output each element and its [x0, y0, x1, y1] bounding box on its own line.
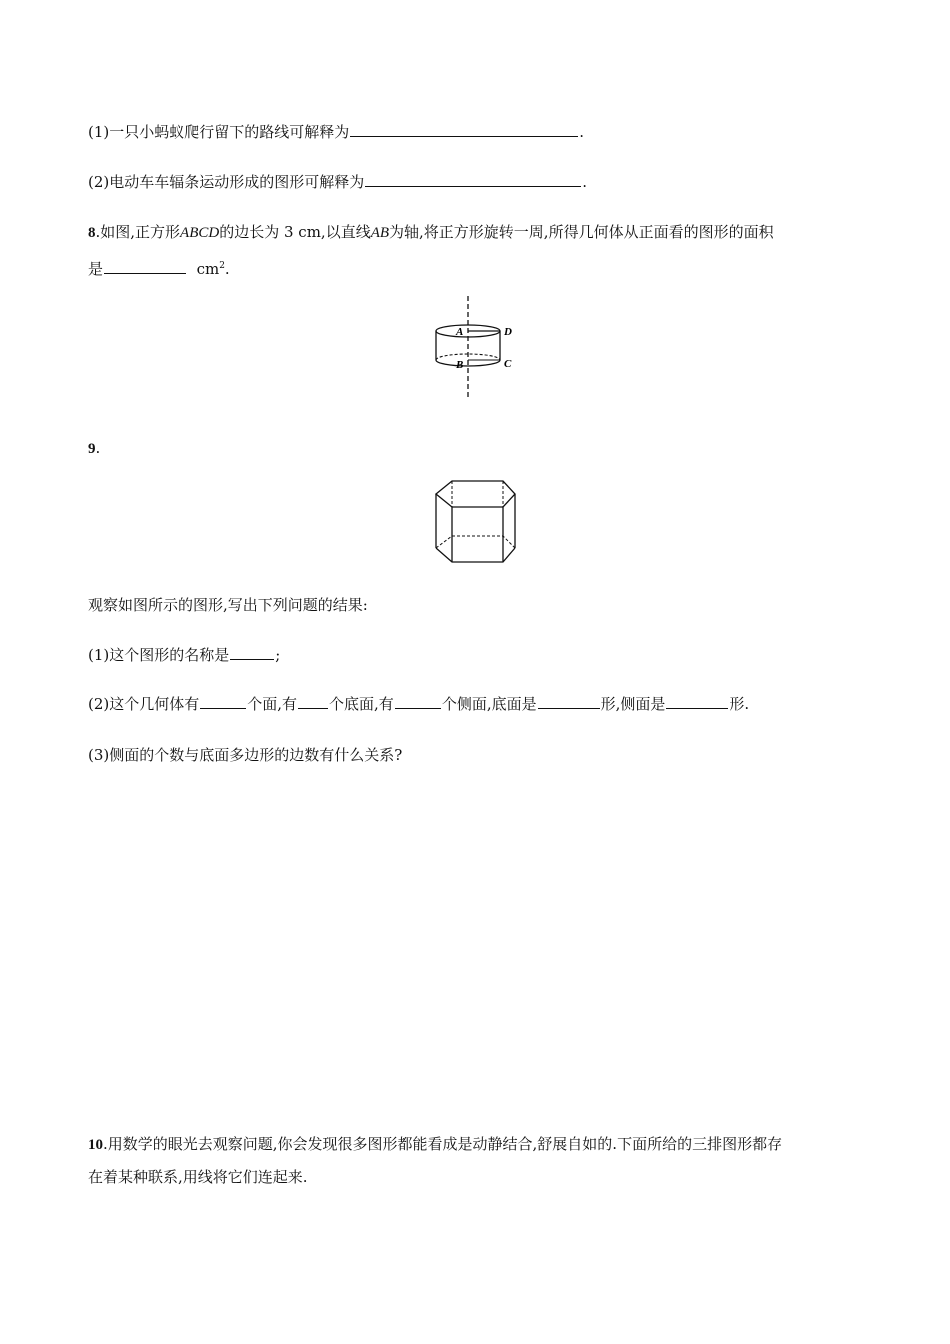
- q9-number: 9: [88, 441, 96, 457]
- q7-part2: [88, 171, 587, 193]
- label-c: C: [504, 358, 512, 370]
- q8-text-a: .如图,正方形: [95, 223, 181, 241]
- label-a: A: [456, 326, 464, 338]
- q8-unit: cm: [196, 260, 220, 278]
- q9-part2-text-b: 个面,有: [247, 695, 298, 713]
- q9-part2-text-d: 个侧面,底面是: [441, 695, 537, 713]
- q9-lateral-faces-blank[interactable]: [395, 693, 441, 709]
- q9-part1-text: (1)这个图形的名称是: [88, 646, 230, 664]
- cylinder-figure: [420, 294, 530, 400]
- q9-faces-blank[interactable]: [200, 693, 246, 709]
- q9-part3: (3)侧面的个数与底面多边形的边数有什么关系?: [88, 746, 403, 764]
- q10-line1: [88, 1133, 782, 1156]
- q9-part1-blank[interactable]: [230, 644, 274, 660]
- q7-part2-blank[interactable]: [365, 171, 581, 187]
- q7-part2-end: .: [582, 173, 588, 191]
- q7-part1: [88, 121, 584, 143]
- q9-part2-text-f: 形.: [729, 695, 750, 713]
- q8-line2: [88, 255, 230, 280]
- q9-lateral-shape-blank[interactable]: [666, 693, 728, 709]
- q9-part1-end: ;: [275, 646, 281, 664]
- q9-part2-text-e: 形,侧面是: [600, 695, 666, 713]
- q9-dot: .: [95, 439, 101, 457]
- label-d: D: [504, 326, 512, 338]
- q8-text-b: 的边长为 3 cm,以直线: [219, 223, 371, 241]
- q9-part2-text-c: 个底面,有: [329, 695, 394, 713]
- q8-line2-text: 是: [88, 260, 104, 278]
- q8-end: .: [224, 260, 230, 278]
- q7-part1-blank[interactable]: [350, 121, 578, 137]
- q8-text-c: 为轴,将正方形旋转一周,所得几何体从正面看的图形的面积: [389, 223, 774, 241]
- q8-ab: AB: [370, 225, 390, 241]
- q9-intro: 观察如图所示的图形,写出下列问题的结果:: [88, 596, 368, 614]
- q7-part1-end: .: [579, 123, 585, 141]
- q9-bases-blank[interactable]: [298, 693, 328, 709]
- q10-number: 10: [88, 1137, 103, 1153]
- q8-number: 8: [88, 225, 96, 241]
- q10-line2: 在着某种联系,用线将它们连起来.: [88, 1168, 308, 1186]
- q8-line1: [88, 221, 774, 244]
- q8-blank[interactable]: [104, 258, 186, 274]
- q7-part1-text: (1)一只小蚂蚁爬行留下的路线可解释为: [88, 123, 350, 141]
- q8-abcd: ABCD: [180, 225, 220, 241]
- q9-part2-text-a: (2)这个几何体有: [88, 695, 200, 713]
- q8-unit-sup: 2: [219, 261, 225, 271]
- q9-part2: [88, 693, 749, 715]
- q10-line1-text: .用数学的眼光去观察问题,你会发现很多图形都能看成是动静结合,舒展自如的.下面所给的三排图形都存: [103, 1135, 783, 1153]
- hexagonal-prism-figure: [432, 480, 524, 566]
- q9-base-shape-blank[interactable]: [538, 693, 600, 709]
- label-b: B: [456, 359, 464, 371]
- q7-part2-text: (2)电动车车辐条运动形成的图形可解释为: [88, 173, 365, 191]
- q9-heading: [88, 437, 100, 460]
- q9-part1: [88, 644, 280, 666]
